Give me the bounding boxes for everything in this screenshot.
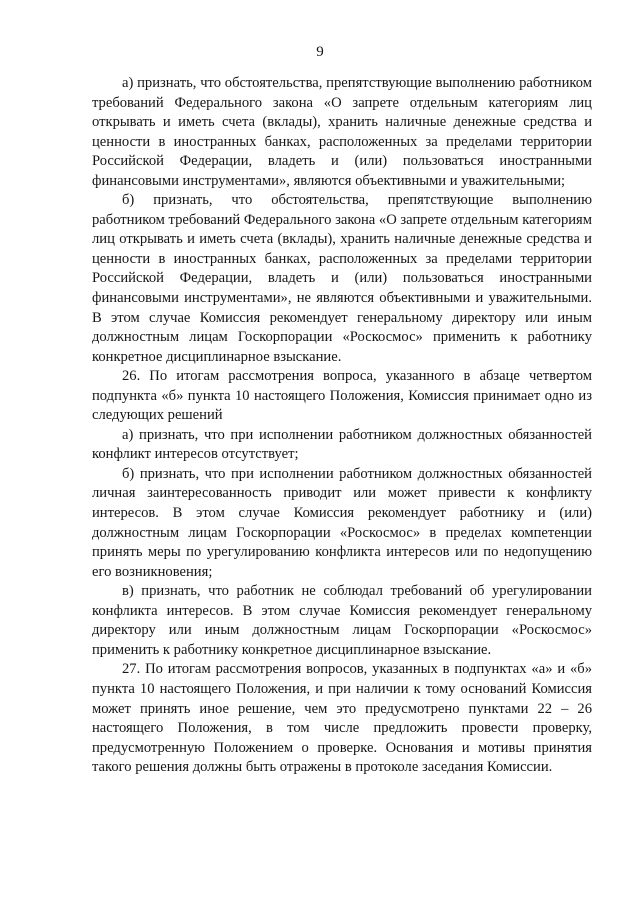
paragraph-item-26-c: в) признать, что работник не соблюдал требований об урегулировании конфликта интересов. В этом случае Комиссия рекомендует генеральному директору или иным должностным лицам Госкорпорации «Роскосмос» применить к работнику конкретное дисциплинарное взыскание. — [92, 583, 592, 658]
paragraph-item-26-b: б) признать, что при исполнении работником должностных обязанностей личная заинтересованность приводит или может привести к конфликту интересов. В этом случае Комиссия рекомендует работнику и (или) должностным лицам Госкорпорации «Роскосмос» в пределах компетенции принять меры по урегулированию конфликта интересов или по недопущению его возникновения; — [92, 465, 592, 580]
paragraph-item-27: 27. По итогам рассмотрения вопросов, указанных в подпунктах «а» и «б» пункта 10 настоящего Положения, и при наличии к тому оснований Комиссия может принять иное решение, чем это предусмотрено пунктами 22 – 26 настоящего Положения, в том числе предложить провести проверку, предусмотренную Положением о проверке. Основания и мотивы принятия такого решения должны быть отражены в протоколе заседания Комиссии. — [92, 661, 592, 776]
document-body — [92, 74, 592, 778]
page-number: 9 — [316, 44, 324, 60]
paragraph-item-26: 26. По итогам рассмотрения вопроса, указанного в абзаце четвертом подпункта «б» пункта 10 настоящего Положения, Комиссия принимает одно из следующих решений — [92, 368, 592, 424]
paragraph-decision-b: б) признать, что обстоятельства, препятствующие выполнению работником требований Федерального закона «О запрете отдельным категориям лиц открывать и иметь счета (вклады), хранить наличные денежные средства и ценности в иностранных банках, расположенных за пределами территории Российской Федерации, владеть и (или) пользоваться иностранными финансовыми инструментами», не являются объективными и уважительными. В этом случае Комиссия рекомендует генеральному директору или иным должностным лицам Госкорпорации «Роскосмос» применить к работнику конкретное дисциплинарное взыскание. — [92, 192, 592, 365]
paragraph-item-26-a: а) признать, что при исполнении работником должностных обязанностей конфликт интересов отсутствует; — [92, 426, 592, 463]
paragraph-decision-a: а) признать, что обстоятельства, препятствующие выполнению работником требований Федерального закона «О запрете отдельным категориям лиц открывать и иметь счета (вклады), хранить наличные денежные средства и ценности в иностранных банках, расположенных за пределами территории Российской Федерации, владеть и (или) пользоваться иностранными финансовыми инструментами», являются объективными и уважительными; — [92, 75, 592, 189]
